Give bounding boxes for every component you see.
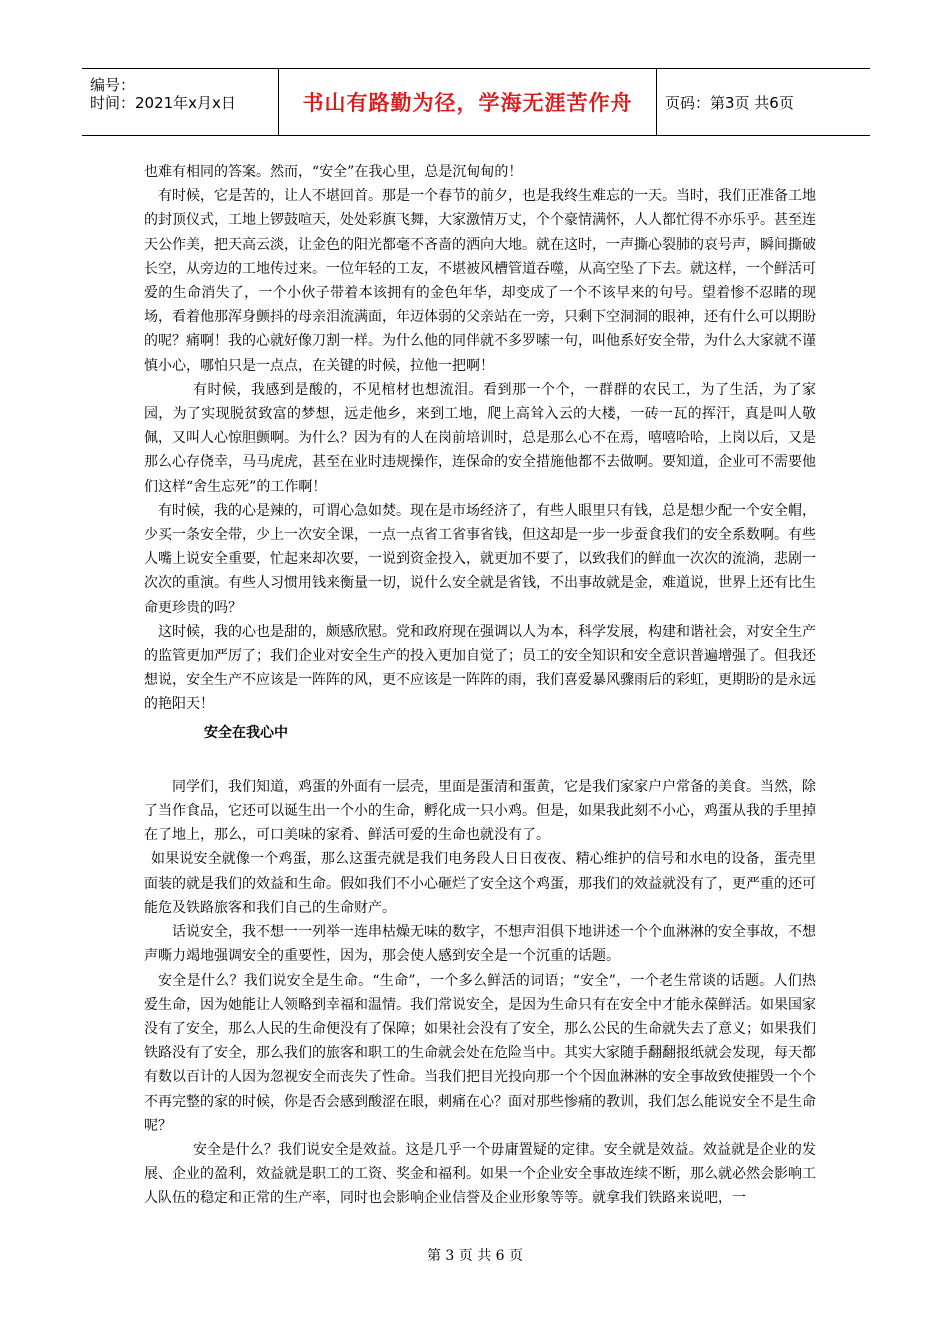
time-label: 时间：2021年x月x日	[90, 94, 236, 112]
document-body	[144, 160, 816, 1211]
spacer	[144, 745, 816, 775]
paragraph: 如果说安全就像一个鸡蛋，那么这蛋壳就是我们电务段人日日夜夜、精心维护的信号和水电的设备，蛋壳里面装的就是我们的效益和生命。假如我们不小心砸烂了安全这个鸡蛋，那我们的效益就没有了，更严重的还可能危及铁路旅客和我们自己的生命财产。	[144, 851, 816, 916]
number-label: 编号：	[90, 76, 136, 94]
document-header	[82, 68, 870, 136]
paragraph: 同学们，我们知道，鸡蛋的外面有一层壳，里面是蛋清和蛋黄，它是我们家家户户常备的美食。当然，除了当作食品，它还可以诞生出一个小的生命，孵化成一只小鸡。但是，如果我此刻不小心，鸡蛋从我的手里掉在了地上，那么，可口美味的家肴、鲜活可爱的生命也就没有了。	[144, 778, 816, 844]
paragraph: 也难有相同的答案。然而，“安全”在我心里，总是沉甸甸的！	[144, 164, 523, 180]
header-page-info: 页码：第3页 共6页	[665, 93, 794, 112]
paragraph: 安全是什么？我们说安全是效益。这是几乎一个毋庸置疑的定律。安全就是效益。效益就是企业的发展、企业的盈利，效益就是职工的工资、奖金和福利。如果一个企业安全事故连续不断，那么就必然会影响工人队伍的稳定和正常的生产率，同时也会影响企业信誉及企业形象等等。就拿我们铁路来说吧，一	[144, 1141, 816, 1207]
section-title: 安全在我心中	[204, 724, 288, 741]
header-motto: 书山有路勤为径，学海无涯苦作舟	[302, 91, 633, 115]
paragraph: 有时候，我的心是辣的，可谓心急如焚。现在是市场经济了，有些人眼里只有钱，总是想少配一个安全帽，少买一条安全带，少上一次安全课，一点一点省工省事省钱，但这却是一步一步蚕食我们的安全系数啊。有些人嘴上说安全重要，忙起来却次要，一说到资金投入，就更加不要了，以致我们的鲜血一次次的流淌，悲剧一次次的重演。有些人习惯用钱来衡量一切，说什么安全就是省钱，不出事故就是金，难道说，世界上还有比生命更珍贵的吗？	[144, 502, 816, 616]
page-footer: 第 3 页 共 6 页	[426, 1248, 524, 1264]
paragraph: 有时候，我感到是酸的，不见棺材也想流泪。看到那一个个，一群群的农民工，为了生活，为了家园，为了实现脱贫致富的梦想，远走他乡，来到工地，爬上高耸入云的大楼，一砖一瓦的挥汗，真是叫人敬佩，又叫人心惊胆颤啊。为什么？因为有的人在岗前培训时，总是那么心不在焉，嘻嘻哈哈，上岗以后，又是那么心存侥幸，马马虎虎，甚至在业时违规操作，连保命的安全措施他都不去做啊。要知道，企业可不需要他们这样“舍生忘死”的工作啊！	[144, 381, 816, 495]
paragraph: 这时候，我的心也是甜的，颇感欣慰。党和政府现在强调以人为本，科学发展，构建和谐社会，对安全生产的监管更加严厉了；我们企业对安全生产的投入更加自觉了；员工的安全知识和安全意识普遍增强了。但我还想说，安全生产不应该是一阵阵的风，更不应该是一阵阵的雨，我们喜爱暴风骤雨后的彩虹，更期盼的是永远的艳阳天！	[144, 623, 816, 713]
paragraph: 有时候，它是苦的，让人不堪回首。那是一个春节的前夕，也是我终生难忘的一天。当时，我们正准备工地的封顶仪式，工地上锣鼓喧天，处处彩旗飞舞，大家激情万丈，个个豪情满怀，人人都忙得不亦乐乎。甚至连天公作美，把天高云淡，让金色的阳光都毫不吝啬的洒向大地。就在这时，一声撕心裂肺的哀号声，瞬间撕破长空，从旁边的工地传过来。一位年轻的工友，不堪被风槽管道吞噬，从高空坠了下去。就这样，一个鲜活可爱的生命消失了，一个小伙子带着本该拥有的金色年华，却变成了一个不该早来的句号。望着惨不忍睹的现场，看着他那浑身颤抖的母亲泪流满面，年迈体弱的父亲站在一旁，只剩下空洞洞的眼神，还有什么可以期盼的呢？痛啊！我的心就好像刀割一样。为什么他的同伴就不多罗嗦一句，叫他系好安全带，为什么大家就不谨慎小心，哪怕只是一点点，在关键的时候，拉他一把啊！	[144, 188, 816, 374]
paragraph: 话说安全，我不想一一列举一连串枯燥无味的数字，不想声泪俱下地讲述一个个血淋淋的安全事故，不想声嘶力竭地强调安全的重要性，因为，那会使人感到安全是一个沉重的话题。	[144, 924, 816, 965]
header-meta	[82, 69, 278, 135]
paragraph: 安全是什么？我们说安全是生命。“生命”，一个多么鲜活的词语；“安全”，一个老生常谈的话题。人们热爱生命，因为她能让人领略到幸福和温情。我们常说安全，是因为生命只有在安全中才能永葆鲜活。如果国家没有了安全，那么人民的生命便没有了保障；如果社会没有了安全，那么公民的生命就失去了意义；如果我们铁路没有了安全，那么我们的旅客和职工的生命就会处在危险当中。其实大家随手翻翻报纸就会发现，每天都有数以百计的人因为忽视安全而丧失了性命。当我们把目光投向那一个个因血淋淋的安全事故致使摧毁一个个不再完整的家的时候，你是否会感到酸涩在眼，刺痛在心？面对那些惨痛的教训，我们怎么能说安全不是生命呢？	[144, 972, 816, 1134]
